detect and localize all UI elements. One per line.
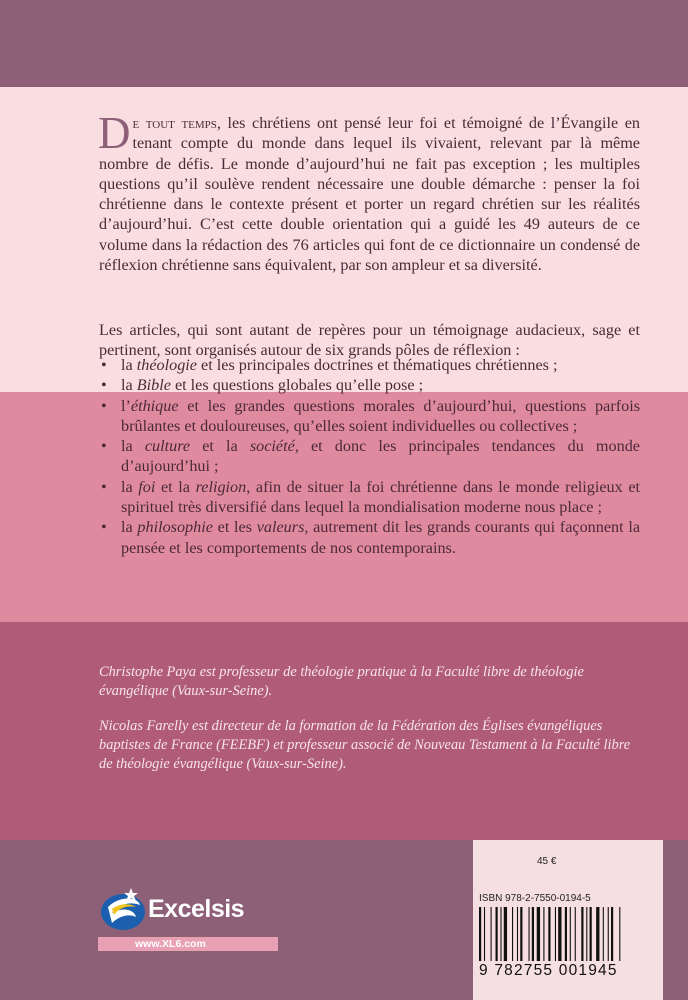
bullet-icon: • <box>101 356 107 374</box>
list-item: • la culture et la société, et donc les principales tendances du monde d’aujourd’hui ; <box>101 437 640 476</box>
intro-paragraph <box>98 108 640 275</box>
list-item: • l’éthique et les grandes questions morales d’aujourd’hui, questions parfois brûlantes et douloureuses, qu’elles soient individuelles ou collectives ; <box>101 396 640 435</box>
bullet-icon: • <box>101 376 107 395</box>
price: 45 € <box>537 856 557 867</box>
articles-intro-paragraph: Les articles, qui sont autant de repères pour un témoignage audacieux, sage et pertinent, sont organisés autour de six grands pôles de réflexion : <box>99 321 640 360</box>
bullet-icon: • <box>101 518 107 537</box>
list-item: • la philosophie et les valeurs, autrement dit les grands courants qui façonnent la pensée et les comportements de nos contemporains. <box>101 518 641 557</box>
bullet-icon: • <box>101 477 107 496</box>
list-item: • la Bible et les questions globales qu’elle pose ; <box>101 376 424 395</box>
publisher-url[interactable]: www.XL6.com <box>135 938 206 950</box>
author-bio-paya: Christophe Paya est professeur de théologie pratique à la Faculté libre de théologie évangélique (Vaux-sur-Seine). <box>99 664 584 699</box>
top-color-band <box>0 0 688 87</box>
publisher-logo-text: Excelsis <box>148 895 245 923</box>
isbn-label: ISBN 978-2-7550-0194-5 <box>479 893 591 904</box>
barcode-icon <box>477 907 655 965</box>
intro-smallcaps: e tout temps <box>132 114 217 132</box>
bullet-icon: • <box>101 396 107 415</box>
list-item: • la foi et la religion, afin de situer la foi chrétienne dans le monde religieux et spirituel très diversifié dans lequel la mondialisation moderne nous place ; <box>101 477 640 517</box>
barcode-number: 9 782755 001945 <box>479 962 618 979</box>
author-bio-farelly: Nicolas Farelly est directeur de la formation de la Fédération des Églises évangéliques baptistes de France (FEEBF) et professeur associé de Nouveau Testament à la Faculté libre de théologie évangélique (Vaux-sur-Seine). <box>99 718 631 772</box>
reflection-poles-list <box>99 355 640 558</box>
author-bios <box>99 663 640 790</box>
bullet-icon: • <box>101 437 107 456</box>
intro-text: , les chrétiens ont pensé leur foi et témoigné de l’Évangile en tenant compte du monde dans lequel ils vivaient, relevant par là même nombre de défis. Le monde d’aujourd’hui ne fait pas exception ; les multiples questions qu’il soulève rendent nécessaire une double démarche : penser la foi chrétienne dans le contexte présent et porter un regard chrétien sur les réalités d’aujourd’hui. C’est cette double orientation qui a guidé les 49 auteurs de ce volume dans la rédaction des 76 articles qui font de ce dictionnaire un condensé de réflexion chrétienne sans équivalent, par son ampleur et sa diversité. <box>99 114 640 275</box>
drop-cap: D <box>98 108 131 158</box>
list-item: • la théologie et les principales doctrines et thématiques chrétiennes ; <box>101 356 558 374</box>
